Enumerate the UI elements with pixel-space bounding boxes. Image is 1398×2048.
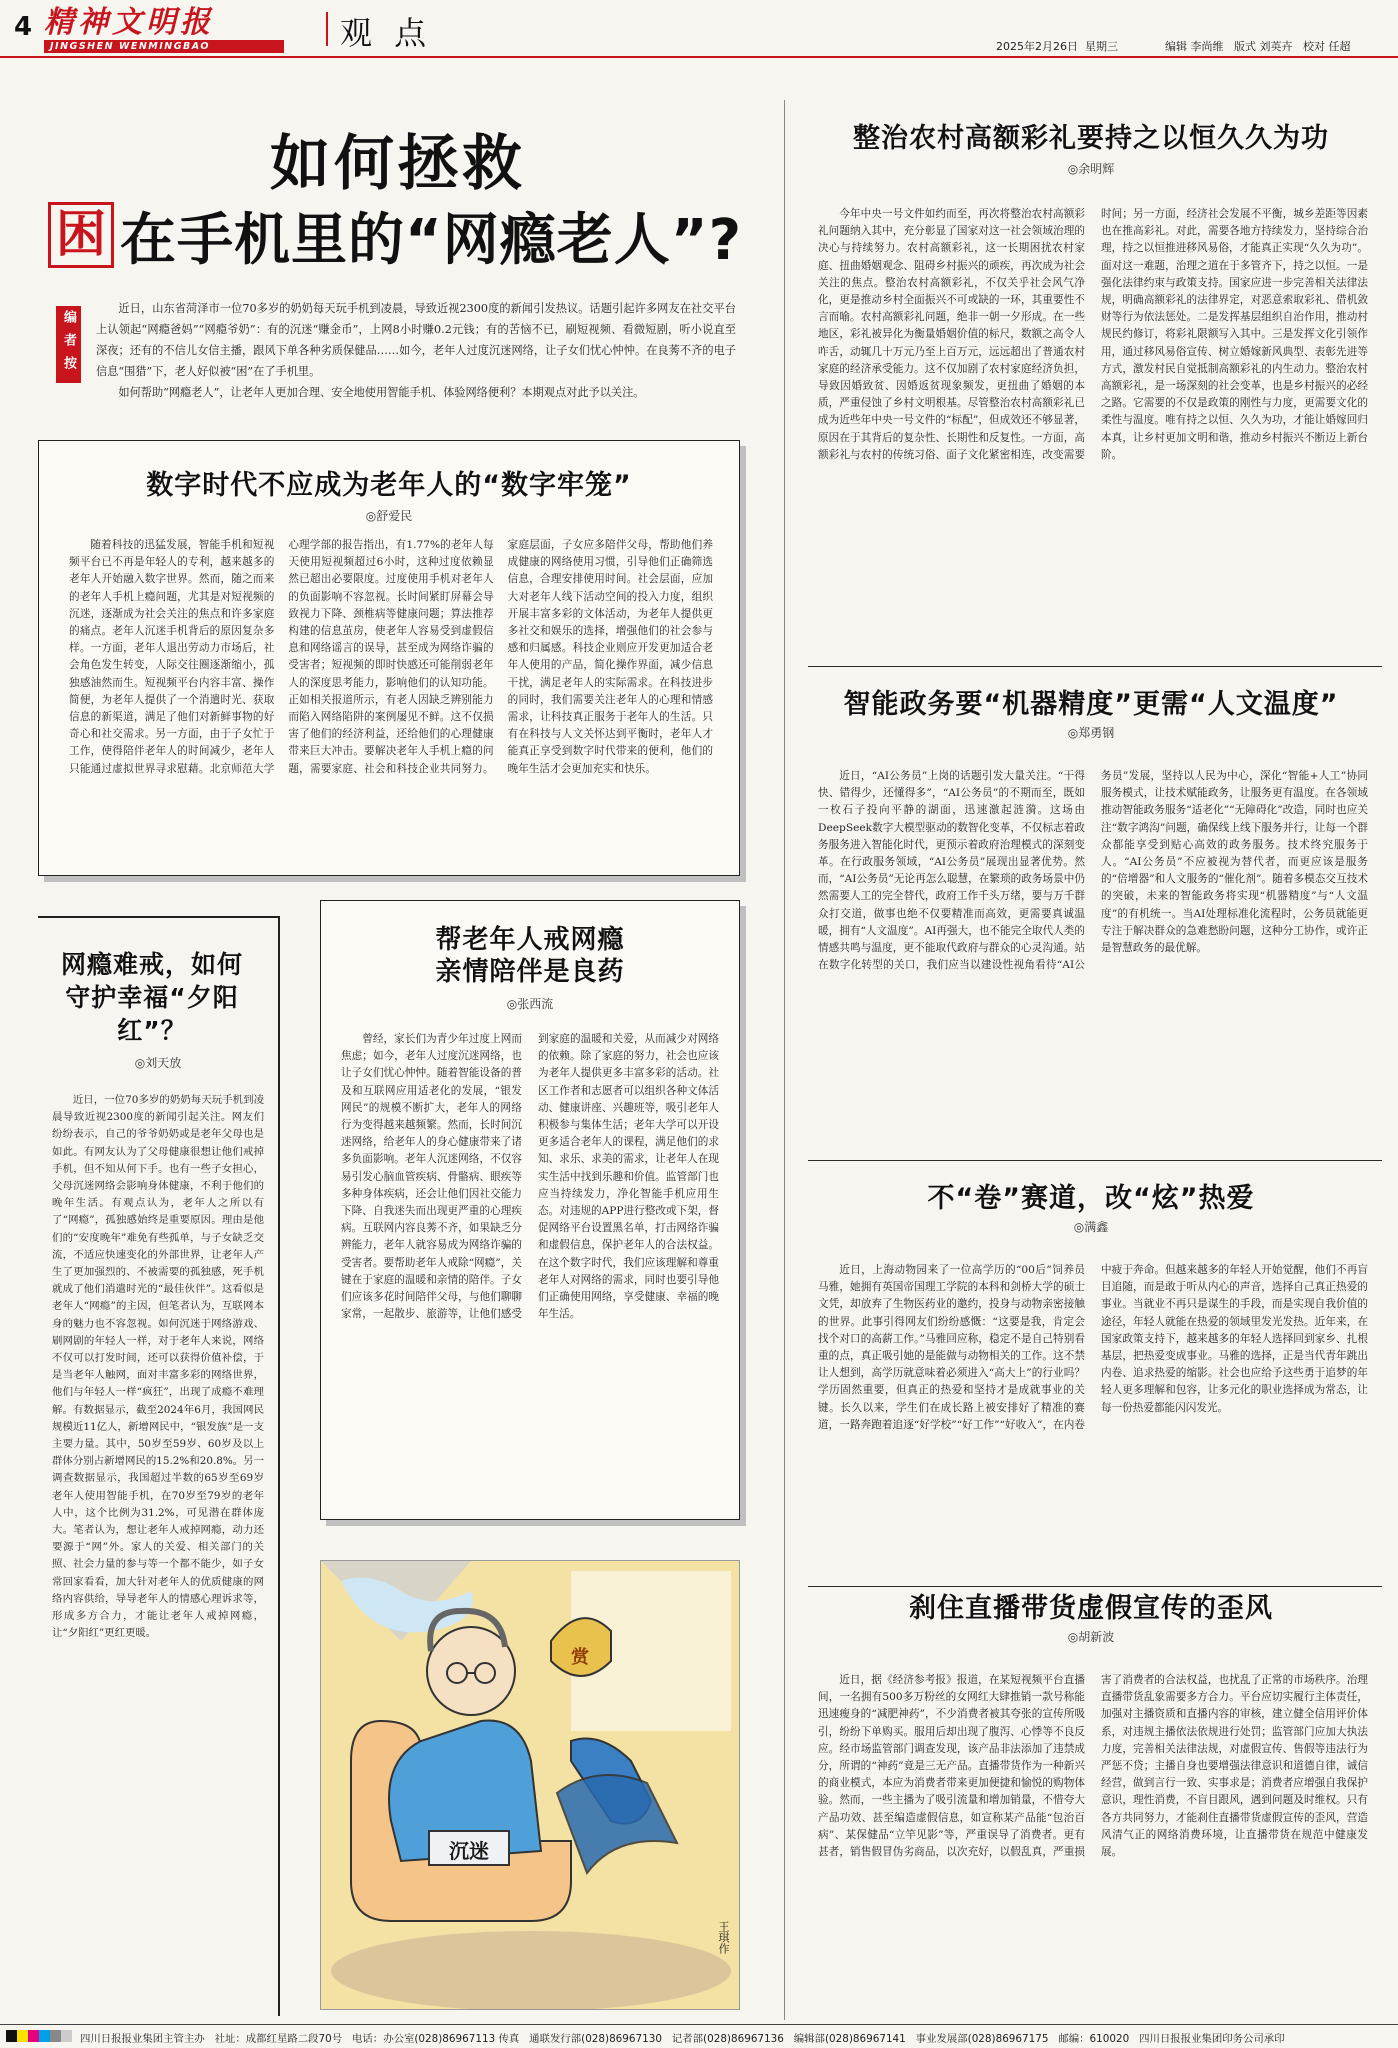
article-gov-title: 智能政务要“机器精度”更需“人文温度” bbox=[843, 689, 1339, 720]
article-family-title-line2: 亲情陪伴是良药 bbox=[435, 957, 625, 987]
issue-date: 2025年2月26日 星期三 bbox=[996, 40, 1118, 53]
header-rule bbox=[0, 56, 1398, 58]
page-number: 4 bbox=[14, 12, 33, 42]
lead-title-line2: 在手机里的“网瘾老人”? bbox=[120, 208, 743, 273]
editor-note-question: 如何帮助“网瘾老人”，让老年人更加合理、安全地使用智能手机、体验网络便利？本期观点对此予以关注。 bbox=[118, 386, 645, 399]
article-digital-box bbox=[38, 440, 740, 876]
masthead-pinyin: JINGSHEN WENMINGBAO bbox=[44, 40, 284, 53]
article-digital-author: ◎ 舒爱民 bbox=[39, 507, 739, 524]
article-gov-author: ◎ 郑勇钢 bbox=[796, 724, 1386, 741]
color-registration-bar bbox=[6, 2030, 72, 2042]
article-sunset-title: 网瘾难戒，如何守护幸福“夕阳红”？ bbox=[60, 950, 243, 1045]
rule-after-rural bbox=[808, 666, 1382, 667]
sunset-top-rule bbox=[38, 916, 278, 918]
masthead-logo bbox=[44, 6, 329, 54]
illustration-bag-text: 赏 bbox=[571, 1647, 589, 1668]
article-sunset-body: 近日，一位70多岁的奶奶每天玩手机到凌晨导致近视2300度的新闻引起关注。网友们纷纷表示，自己的爷爷奶奶或是老年父母也是如此。有网友认为了父母健康很想让他们戒掉手机，但不知从何下手。也有一些子女担心，父母沉迷网络会影响身体健康，不利于他们的晚年生活。有观点认为，老年人之所以有了“网瘾”，孤独感始终是重要原因。理由是他们的“安度晚年”难免有些孤单，与子女缺乏交流，不适应快速变化的外部世界，让老年人产生了更加强烈的、不被需要的孤独感，死手机就成了他们消遣时光的“最佳伙伴”。这看似是老年人“网瘾”的主因，但笔者认为，互联网本身的魅力也不容忽视。如何沉迷于网络游戏、刷网剧的年轻人一样，对于老年人来说，网络不仅可以打发时间，还可以获得价值补偿，于是当老年人触网，面对丰富多彩的网络世界，他们与年轻人一样“疯狂”，出现了成瘾不难理解。有数据显示，截至2024年6月，我国网民规模近11亿人，新增网民中，“银发族”是一支主要力量。其中，50岁至59岁、60岁及以上群体分别占新增网民的15.2%和20.8%。另一调查数据显示，我国超过半数的65岁至69岁老年人使用智能手机，在70岁至79岁的老年人中，这个比例为31.2%，可见潜在群体庞大。笔者认为，想让老年人戒掉网瘾，动力还要源于“网”外。家人的关爱、相关部门的关照、社会力量的参与等一个都不能少，如子女常回家看看，加大针对老年人的优质健康的网络内容供给，导导老年人的情感心理诉求等，形成多方合力，才能让老年人戒掉网瘾，让“夕阳红”更红更暖。 bbox=[52, 1094, 264, 1640]
sunset-side-rule bbox=[278, 916, 280, 2016]
article-family-box bbox=[320, 900, 740, 1520]
article-live-body: 近日，据《经济参考报》报道，在某短视频平台直播间，一名拥有500多万粉丝的女网红大肆推销一款号称能迅速瘦身的“减肥神药”，不少消费者被其夸张的宣传所吸引，纷纷下单购买。服用后却出现了腹泻、心悸等不良反应。经市场监管部门调查发现，该产品非法添加了违禁成分，所谓的“神药”竟是三无产品。直播带货作为一种新兴的商业模式，本应为消费者带来更加便捷和愉悦的购物体验。然而，一些主播为了吸引流量和增加销量，不惜夸大产品功效、甚至编造虚假信息，如宣称某产品能“包治百病”、某保健品“立竿见影”等，严重误导了消费者。更有甚者，销售假冒伪劣商品，以次充好，以假乱真，严重损害了消费者的合法权益，也扰乱了正常的市场秩序。治理直播带货乱象需要多方合力。平台应切实履行主体责任，加强对主播资质和直播内容的审核，建立健全信用评价体系，对违规主播依法依规进行处罚；监管部门应加大执法力度，完善相关法律法规，对虚假宣传、售假等违法行为严惩不贷；主播自身也要增强法律意识和道德自律，诚信经营，做到言行一致、实事求是；消费者应增强自我保护意识，理性消费，不盲目跟风，遇到问题及时维权。只有各方共同努力，才能刹住直播带货虚假宣传的歪风，营造风清气正的网络消费环境，让直播带货在规范中健康发展。 bbox=[818, 1674, 1368, 1859]
floor-shape bbox=[331, 1931, 731, 2010]
lead-title-mark: 困 bbox=[48, 202, 114, 268]
footer bbox=[0, 2024, 1398, 2048]
article-live-title: 刹住直播带货虚假宣传的歪风 bbox=[909, 1593, 1273, 1624]
footer-info: 四川日报报业集团主管主办 社址：成都红星路二段70号 电话：办公室(028)86967113 传真 通联发行部(028)86967130 记者部(028)86967136 编辑部(028)86967141 事业发展部(028)86967175 邮编：610020 四川日报报业集团印务公司承印 bbox=[80, 2033, 1285, 2045]
article-juan-body: 近日，上海动物园来了一位高学历的“00后”饲养员马雅，她拥有英国帝国理工学院的本科和剑桥大学的硕士文凭，却放弃了生物医药业的邀约，投身与动物亲密接触的世界。此事引得网友们纷纷感慨：“这要是我，肯定会找个对口的高薪工作。”马雅回应称，稳定不是自己特别看重的点，真正吸引她的是能做与动物相关的工作。这不禁让人想到，高学历就意味着必须进入“高大上”的行业吗？学历固然重要，但真正的热爱和坚持才是成就事业的关键。长久以来，学生们在成长路上被安排好了精准的赛道，一路奔跑着追逐“好学校”“好工作”“好收入”，在内卷中疲于奔命。但越来越多的年轻人开始觉醒，他们不再盲目追随，而是敢于听从内心的声音，选择自己真正热爱的事业。当就业不再只是谋生的手段，而是实现自我价值的途径，年轻人就能在热爱的领域里发光发热。近年来，在国家政策支持下，越来越多的年轻人选择回到家乡、扎根基层，把热爱变成事业。马雅的选择，正是当代青年跳出内卷、追求热爱的缩影。社会也应给予这些勇于追梦的年轻人更多理解和包容，让多元化的职业选择成为常态，让每一份热爱都能闪闪发光。 bbox=[818, 1264, 1368, 1431]
page-header bbox=[0, 0, 1398, 58]
right-column-divider bbox=[784, 100, 785, 2020]
article-sunset-author: ◎ 刘天放 bbox=[38, 1054, 278, 1071]
lead-title-line1: 如何拯救 bbox=[270, 129, 526, 199]
illustration-drawing bbox=[321, 1561, 740, 2010]
article-rural-body: 今年中央一号文件如约而至，再次将整治农村高额彩礼问题纳入其中，充分彰显了国家对这一社会领域治理的决心与持续努力。农村高额彩礼，这一长期困扰农村家庭、扭曲婚姻观念、阻碍乡村振兴的顽疾，再次成为社会关注的焦点。整治农村高额彩礼，不仅关乎社会风气净化，更是推动乡村全面振兴不可或缺的一环，其重要性不言而喻。农村高额彩礼问题，绝非一朝一夕形成。在一些地区，彩礼被异化为衡量婚姻价值的标尺，数额之高令人咋舌，动辄几十万元乃至上百万元，远远超出了普通农村家庭的经济承受能力。这不仅加剧了农村家庭经济负担，导致因婚致贫、因婚返贫现象频发，更扭曲了婚姻的本质，严重侵蚀了乡村文明根基。尽管整治农村高额彩礼已成为近些年中央一号文件的“标配”，但成效还不够显著，原因在于其背后的复杂性、长期性和反复性。一方面，高额彩礼与农村的传统习俗、面子文化紧密相连，改变需要时间；另一方面，经济社会发展不平衡，城乡差距等因素也在推高彩礼。对此，需要各地方持续发力，坚持综合治理，持之以恒推进移风易俗，才能真正实现“久久为功”。面对这一难题，治理之道在于多管齐下，持之以恒。一是强化法律约束与政策支持。国家应进一步完善相关法律法规，明确高额彩礼的法律界定，对恶意索取彩礼、借机敛财等行为依法惩处。二是发挥基层组织自治作用，推动村规民约修订，将彩礼限额写入其中。三是发挥文化引领作用，通过移风易俗宣传、树立婚嫁新风典型、表彰先进等方式，激发村民自觉抵制高额彩礼的内生动力。整治农村高额彩礼，是一场深刻的社会变革，也是乡村振兴的必经之路。它需要的不仅是政策的刚性与力度，更需要文化的柔性与温度。唯有持之以恒、久久为功，才能让婚嫁回归本真，让乡村更加文明和谐，推动乡村振兴不断迈上新台阶。 bbox=[818, 208, 1368, 461]
article-juan-author: ◎ 满鑫 bbox=[796, 1218, 1386, 1235]
article-rural-title: 整治农村高额彩礼要持之以恒久久为功 bbox=[853, 123, 1329, 154]
article-family-author: ◎ 张西流 bbox=[321, 995, 739, 1012]
header-divider bbox=[326, 12, 328, 46]
article-family-body: 曾经，家长们为青少年过度上网而焦虑；如今，老年人过度沉迷网络，也让子女们忧心忡忡。随着智能设备的普及和互联网应用适老化的发展，“银发网民”的规模不断扩大，老年人的网络行为变得越来越频繁。然而，长时间沉迷网络，给老年人的身心健康带来了诸多负面影响。老年人沉迷网络，不仅容易引发心脑血管疾病、骨骼病、眼疾等多种身体疾病，还会让他们因社交能力下降、自我迷失而出现更严重的心理疾病。互联网内容良莠不齐，如果缺乏分辨能力，老年人就容易成为网络诈骗的受害者。要帮助老年人戒除“网瘾”，关键在于家庭的温暖和亲情的陪伴。子女们应该多花时间陪伴父母，与他们聊聊家常，一起散步、旅游等，让他们感受到家庭的温暖和关爱，从而减少对网络的依赖。除了家庭的努力，社会也应该为老年人提供更多丰富多彩的活动。社区工作者和志愿者可以组织各种文体活动、健康讲座、兴趣班等，吸引老年人积极参与集体生活；老年大学可以开设更多适合老年人的课程，满足他们的求知、求乐、求美的需求，让老年人在现实生活中找到乐趣和价值。监管部门也应当持续发力，净化智能手机应用生态。对违规的APP进行整改或下架，督促网络平台设置黑名单，打击网络诈骗和虚假信息，保护老年人的合法权益。在这个数字时代，我们应该理解和尊重老年人对网络的需求，同时也要引导他们正确使用网络，享受健康、幸福的晚年生活。 bbox=[341, 1033, 719, 1321]
editor-note-label bbox=[56, 306, 78, 383]
section-name: 观 点 bbox=[340, 14, 433, 52]
article-rural-author: ◎ 余明辉 bbox=[796, 160, 1386, 177]
editor-note-text: 近日，山东省菏泽市一位70多岁的奶奶每天玩手机到凌晨，导致近视2300度的新闻引发热议。话题引起许多网友在社交平台上认领起“网瘾爸妈”“网瘾爷奶”：有的沉迷“赚金币”，上网8小时赚0.2元钱；有的苦恼不已，刷短视频、看微短剧，听小说直至深夜；还有的不信儿女信主播，跟风下单各种劣质保健品……如今，老年人过度沉迷网络，让子女们忧心忡忡。在良莠不齐的电子信息“围猎”下，老人好似被“困”在了手机里。 bbox=[96, 302, 736, 378]
illustration bbox=[320, 1560, 740, 2010]
editor-note-label-text: 编者按 bbox=[56, 306, 81, 383]
article-family-title-line1: 帮老年人戒网瘾 bbox=[435, 925, 625, 955]
article-live-author: ◎ 胡新波 bbox=[796, 1628, 1386, 1645]
article-gov-body: 近日，“AI公务员”上岗的话题引发大量关注。“干得快、错得少，还懂得多”，“AI公务员”的不期而至，既如一枚石子投向平静的湖面，迅速激起涟漪。这场由DeepSeek数字大模型驱动的数智化变革，不仅标志着政务服务进入智能化时代，更预示着政府治理模式的深刻变革。在行政服务领域，“AI公务员”展现出显著优势。然而，“AI公务员”无论再怎么聪慧，在繁琐的政务场景中仍然需要人工的完全替代，政府工作千头万绪，要与万千群众打交道，做事也绝不仅要精准而高效，更需要真诚温暖，拥有“人文温度”。AI再强大，也不能完全取代人类的情感共鸣与温度，更不能取代政府与群众的心灵沟通。站在数字化转型的关口，我们应当以建设性视角看待“AI公务员”发展，坚持以人民为中心，深化“智能+人工”协同服务模式，让技术赋能政务，让服务更有温度。在各领域推动智能政务服务“适老化”“无障碍化”改造，同时也应关注“数字鸿沟”问题，确保线上线下服务并行，让每一个群众都能享受到贴心高效的政务服务。技术终究服务于人。“AI公务员”不应被视为替代者，而更应该是服务的“倍增器”和人文服务的“催化剂”。随着多模态交互技术的突破，未来的智能政务将实现“机器精度”与“人文温度”的有机统一。当AI处理标准化流程时，公务员就能更专注于解决群众的急难愁盼问题，这种分工协作，或许正是智慧政务的最优解。 bbox=[818, 770, 1368, 972]
rule-after-gov bbox=[808, 1160, 1382, 1161]
editor-credits: 编辑 李尚维 版式 刘英卉 校对 任超 bbox=[1165, 40, 1351, 53]
article-juan-title: 不“卷”赛道，改“炫”热爱 bbox=[927, 1183, 1255, 1214]
illustration-artist: 王琪作 bbox=[717, 1921, 730, 1954]
masthead-title: 精神文明报 bbox=[44, 5, 214, 40]
article-digital-body: 随着科技的迅猛发展，智能手机和短视频平台已不再是年轻人的专利，越来越多的老年人开始融入数字世界。然而，随之而来的老年人手机上瘾问题，尤其是对短视频的沉迷，逐渐成为社会关注的焦点和许多家庭的痛点。老年人沉迷手机背后的原因复杂多样。一方面，老年人退出劳动力市场后，社会角色发生转变，人际交往圈逐渐缩小，孤独感油然而生。短视频平台内容丰富、操作简便，为老年人提供了一个消遣时光、获取信息的新渠道，满足了他们对新鲜事物的好奇心和社交需求。另一方面，由于子女忙于工作，使得陪伴老年人的时间减少，老年人只能通过虚拟世界寻求慰藉。北京师范大学心理学部的报告指出，有1.77%的老年人每天使用短视频超过6小时，这种过度依赖显然已超出必要限度。过度使用手机对老年人的负面影响不容忽视。长时间紧盯屏幕会导致视力下降、颈椎病等健康问题；算法推荐构建的信息茧房，使老年人容易受到虚假信息和网络谣言的误导，甚至成为网络诈骗的受害者；短视频的即时快感还可能削弱老年人的深度思考能力，影响他们的认知功能。正如相关报道所示，有老人因缺乏辨别能力而陷入网络陷阱的案例屡见不鲜。这不仅损害了他们的经济利益，还给他们的心理健康带来巨大冲击。要解决老年人手机上瘾的问题，需要家庭、社会和科技企业共同努力。家庭层面，子女应多陪伴父母，帮助他们养成健康的网络使用习惯，引导他们正确筛选信息，合理安排使用时间。社会层面，应加大对老年人线下活动空间的投入力度，组织开展丰富多彩的文体活动，为老年人提供更多社交和娱乐的选择，增强他们的社会参与感和归属感。科技企业则应开发更加适合老年人使用的产品，简化操作界面，减少信息干扰，满足老年人的实际需求。在科技进步的同时，我们需要关注老年人的心理和情感需求，让科技真正服务于老年人的生活。只有在科技与人文关怀达到平衡时，老年人才能真正享受到数字时代带来的便利，他们的晚年生活才会更加充实和快乐。 bbox=[69, 539, 713, 775]
article-digital-title: 数字时代不应成为老年人的“数字牢笼” bbox=[146, 470, 632, 501]
illustration-sign-text: 沉迷 bbox=[449, 1839, 489, 1863]
